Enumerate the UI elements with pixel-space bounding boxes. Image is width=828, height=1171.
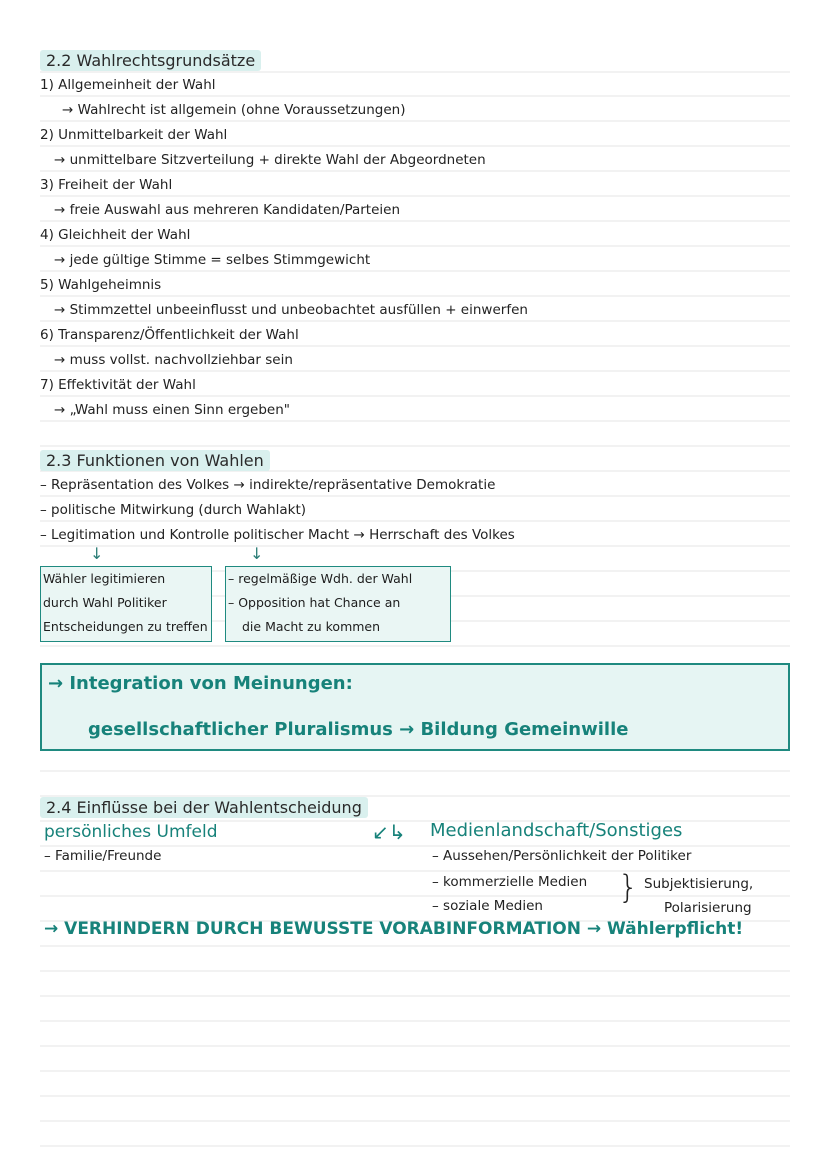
brace-text-2: Polarisierung (664, 900, 752, 916)
branch-arrows-icon: ↙↳ (372, 820, 406, 844)
media-item-1: – Aussehen/Persönlichkeit der Politiker (432, 848, 692, 864)
section-2-2-title: 2.2 Wahlrechtsgrundsätze (40, 50, 261, 71)
principle-3-heading: 3) Freiheit der Wahl (40, 177, 173, 193)
legitimation-line-2: durch Wahl Politiker (43, 595, 167, 610)
principle-2-detail: → unmittelbare Sitzverteilung + direkte Wahl der Abgeordneten (54, 152, 486, 168)
arrow-down-icon: ↓ (90, 544, 104, 563)
principle-1-heading: 1) Allgemeinheit der Wahl (40, 77, 216, 93)
function-point-3: – Legitimation und Kontrolle politischer Macht → Herrschaft des Volkes (40, 527, 515, 543)
legitimation-line-3: Entscheidungen zu treffen (43, 619, 208, 634)
arrow-down-icon: ↓ (250, 544, 264, 563)
section-2-4-title: 2.4 Einflüsse bei der Wahlentscheidung (40, 797, 368, 818)
brace-text-1: Subjektisierung, (644, 876, 754, 892)
control-line-2: – Opposition hat Chance an (228, 595, 401, 610)
principle-5-detail: → Stimmzettel unbeeinflusst und unbeobachtet ausfüllen + einwerfen (54, 302, 528, 318)
principle-6-detail: → muss vollst. nachvollziehbar sein (54, 352, 293, 368)
function-point-2: – politische Mitwirkung (durch Wahlakt) (40, 502, 307, 518)
integration-text: gesellschaftlicher Pluralismus → Bildung Gemeinwille (88, 719, 629, 740)
control-line-3: die Macht zu kommen (242, 619, 381, 634)
control-box (225, 566, 451, 642)
principle-1-detail: → Wahlrecht ist allgemein (ohne Voraussetzungen) (62, 102, 406, 118)
umfeld-item: – Familie/Freunde (44, 848, 162, 864)
control-line-1: – regelmäßige Wdh. der Wahl (228, 571, 413, 586)
media-heading: Medienlandschaft/Sonstiges (430, 820, 683, 841)
principle-6-heading: 6) Transparenz/Öffentlichkeit der Wahl (40, 327, 299, 343)
legitimation-box (40, 566, 212, 642)
principle-3-detail: → freie Auswahl aus mehreren Kandidaten/Parteien (54, 202, 401, 218)
media-item-3: – soziale Medien (432, 898, 543, 914)
curly-brace-icon: } (618, 868, 639, 906)
function-point-1: – Repräsentation des Volkes → indirekte/repräsentative Demokratie (40, 477, 496, 493)
media-item-2: – kommerzielle Medien (432, 874, 588, 890)
legitimation-line-1: Wähler legitimieren (43, 571, 166, 586)
principle-5-heading: 5) Wahlgeheimnis (40, 277, 162, 293)
principle-7-detail: → „Wahl muss einen Sinn ergeben" (54, 402, 290, 418)
principle-2-heading: 2) Unmittelbarkeit der Wahl (40, 127, 228, 143)
principle-4-detail: → jede gültige Stimme = selbes Stimmgewicht (54, 252, 371, 268)
section-2-3-title: 2.3 Funktionen von Wahlen (40, 450, 270, 471)
umfeld-heading: persönliches Umfeld (44, 822, 218, 842)
integration-title: → Integration von Meinungen: (48, 673, 353, 694)
principle-4-heading: 4) Gleichheit der Wahl (40, 227, 191, 243)
conclusion: → VERHINDERN DURCH BEWUSSTE VORABINFORMATION → Wählerpflicht! (44, 919, 744, 939)
integration-box (40, 663, 790, 751)
principle-7-heading: 7) Effektivität der Wahl (40, 377, 196, 393)
